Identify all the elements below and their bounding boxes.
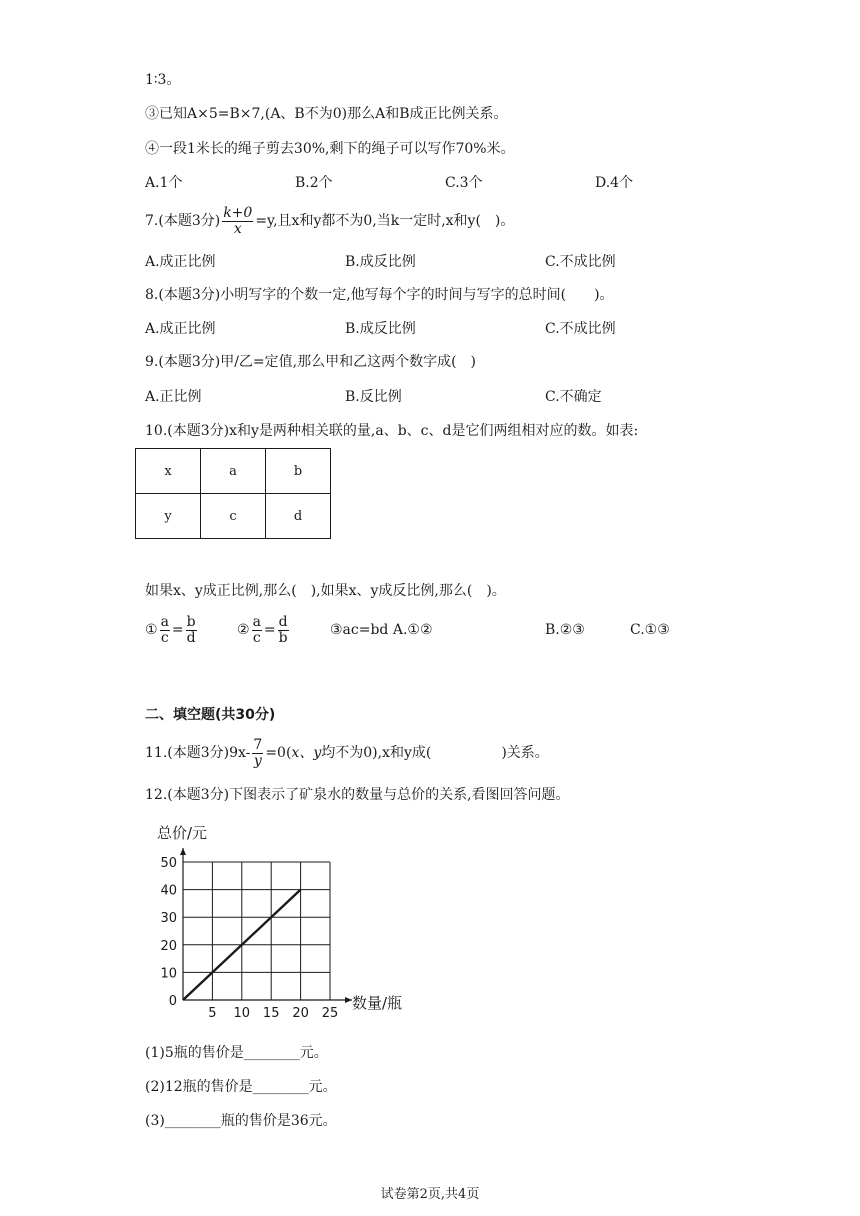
x-axis-arrow — [345, 997, 352, 1003]
q9-option-a: A.正比例 — [145, 389, 202, 405]
y-tick-label: 30 — [160, 911, 177, 927]
question-9: 9.(本题3分)甲/乙=定值,那么甲和乙这两个数字成( ) — [145, 354, 477, 370]
frac-num: d — [278, 613, 288, 630]
x-tick-label: 5 — [208, 1006, 217, 1021]
q9-option-b: B.反比例 — [345, 389, 402, 405]
q11-vars: x、y — [291, 745, 322, 761]
x-tick-label: 15 — [262, 1006, 280, 1021]
y-tick-label: 10 — [160, 966, 177, 982]
frac-den: c — [252, 629, 261, 646]
y-axis-label: 总价/元 — [157, 824, 208, 842]
q11-prefix: 11.(本题3分)9x- — [145, 745, 251, 761]
q7-suffix: =y,且x和y都不为0,当k一定时,x和y( )。 — [255, 213, 515, 229]
q7-fraction-den: x — [233, 220, 242, 237]
y-tick-label: 0 — [168, 994, 177, 1009]
q8-option-c: C.不成比例 — [545, 321, 616, 337]
frac-den: d — [186, 629, 196, 646]
q11-mid: =0( — [265, 745, 292, 761]
q7-option-b: B.成反比例 — [345, 254, 416, 270]
frac-num: a — [160, 613, 169, 630]
q8-option-a: A.成正比例 — [145, 321, 216, 337]
question-12: 12.(本题3分)下图表示了矿泉水的数量与总价的关系,看图回答问题。 — [145, 787, 570, 803]
q10-option-3-and-a: ③ac=bd A.①② — [330, 622, 433, 638]
q7-option-a: A.成正比例 — [145, 254, 216, 270]
frac-den: c — [160, 629, 169, 646]
q6-option-a: A.1个 — [145, 175, 183, 191]
q10-table — [135, 448, 331, 539]
price-quantity-chart — [135, 812, 425, 1027]
q10-opt1-frac-left — [160, 615, 170, 646]
q12-sub-2: (2)12瓶的售价是________元。 — [145, 1079, 337, 1095]
q10-opt2-frac-left — [252, 615, 262, 646]
question-8: 8.(本题3分)小明写字的个数一定,他写每个字的时间与写字的总时间( )。 — [145, 287, 614, 303]
x-tick-label: 25 — [321, 1006, 339, 1021]
q10-opt1-frac-right — [186, 615, 197, 646]
q7-fraction-num: k+0 — [223, 204, 253, 221]
frac-den: y — [253, 752, 262, 769]
line-ratio-end: 1∶3。 — [145, 72, 181, 88]
q10-question-line: 如果x、y成正比例,那么( ),如果x、y成反比例,那么( )。 — [145, 583, 506, 599]
x-axis-label: 数量/瓶 — [352, 994, 403, 1012]
q10-opt1-mark: ① — [145, 622, 158, 638]
frac-num: b — [186, 613, 196, 630]
q7-option-c: C.不成比例 — [545, 254, 616, 270]
statement-4: ④一段1米长的绳子剪去30%,剩下的绳子可以写作70%米。 — [145, 141, 515, 157]
y-axis-arrow — [180, 848, 186, 855]
q12-sub-3: (3)________瓶的售价是36元。 — [145, 1113, 337, 1129]
q11-fraction — [252, 738, 263, 769]
frac-num: a — [252, 613, 261, 630]
q10-opt2-mark: ② — [237, 622, 250, 638]
table-cell: x — [136, 449, 201, 494]
q11-suffix: 均不为0),x和y成( )关系。 — [321, 745, 549, 761]
equals-sign: = — [171, 622, 184, 638]
table-cell: y — [136, 494, 201, 539]
table-cell: d — [266, 494, 331, 539]
question-10: 10.(本题3分)x和y是两种相关联的量,a、b、c、d是它们两组相对应的数。如表: — [145, 423, 639, 439]
q10-option-c: C.①③ — [630, 622, 670, 638]
section-2-title: 二、填空题(共30分) — [145, 707, 276, 723]
table-row — [136, 449, 331, 494]
y-tick-label: 20 — [160, 938, 177, 954]
x-tick-label: 20 — [292, 1006, 309, 1021]
q6-option-b: B.2个 — [295, 175, 333, 191]
question-7 — [145, 204, 514, 238]
table-row — [136, 494, 331, 539]
q8-option-b: B.成反比例 — [345, 321, 416, 337]
table-cell: b — [266, 449, 331, 494]
q6-option-c: C.3个 — [445, 175, 483, 191]
q10-option-2 — [237, 613, 291, 647]
equals-sign: = — [263, 622, 276, 638]
q10-opt2-frac-right — [278, 615, 289, 646]
frac-num: 7 — [253, 736, 263, 753]
statement-3: ③已知A×5=B×7,(A、B不为0)那么A和B成正比例关系。 — [145, 106, 508, 122]
q7-prefix: 7.(本题3分) — [145, 213, 221, 229]
table-cell: a — [201, 449, 266, 494]
q6-option-d: D.4个 — [595, 175, 634, 191]
q10-option-1 — [145, 613, 199, 647]
page-footer: 试卷第2页,共4页 — [380, 1187, 480, 1202]
y-tick-label: 50 — [160, 856, 177, 871]
q7-fraction — [222, 206, 253, 237]
question-11 — [145, 736, 549, 770]
frac-den: b — [278, 629, 288, 646]
q9-option-c: C.不确定 — [545, 389, 602, 405]
table-cell: c — [201, 494, 266, 539]
q12-sub-1: (1)5瓶的售价是________元。 — [145, 1045, 328, 1061]
x-tick-label: 10 — [233, 1006, 251, 1021]
q10-option-b: B.②③ — [545, 622, 585, 638]
y-tick-label: 40 — [160, 883, 177, 899]
